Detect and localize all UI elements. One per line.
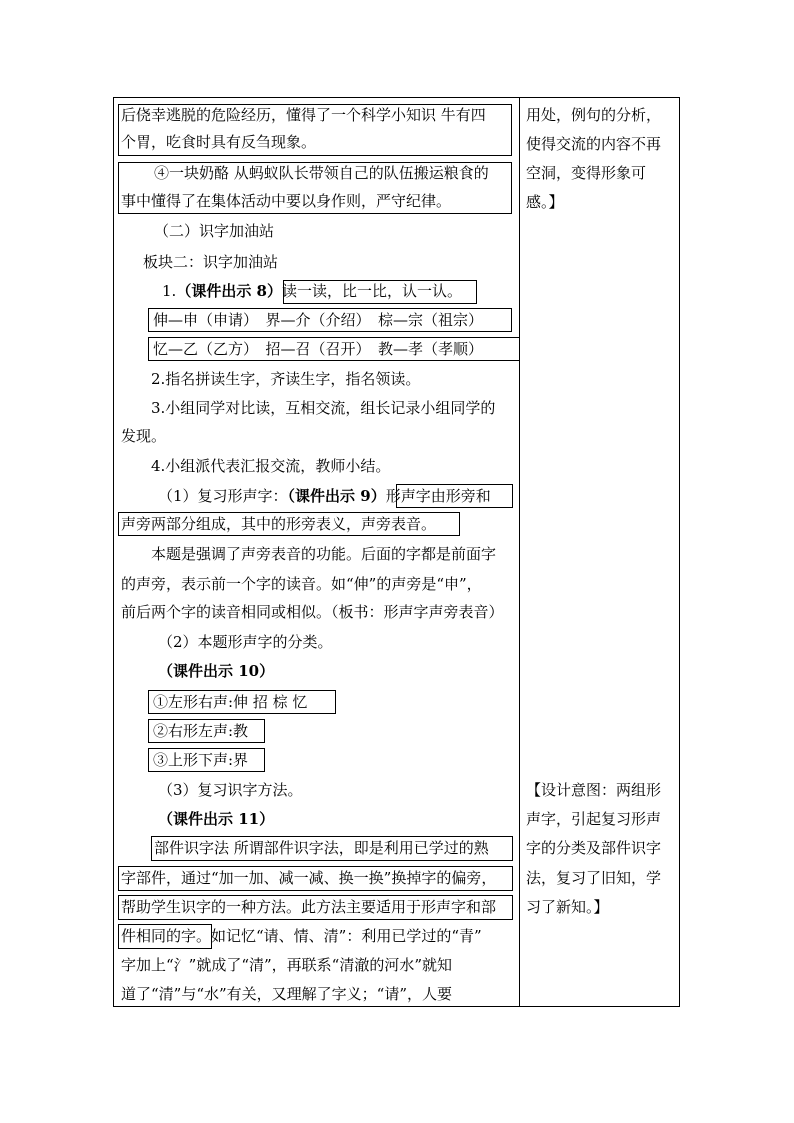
review-prefix: （1）复习形声字： [158,487,288,505]
review-box-text: 形声字由形旁和 [385,487,491,505]
side-note-line: 习了新知。】 [526,898,609,916]
text-line: 部件识字法 所谓部件识字法，即是利用已学过的熟 [154,839,489,857]
side-note-line: 【设计意图：两组形 [526,781,662,799]
courseware-label: （课件出示 9） [287,487,386,505]
step-2: 2.指名拼读生字，齐读生字，指名领读。 [151,370,421,388]
text-line: 道了“清”与“水”有关，又理解了字义；“请”，人要 [121,985,453,1003]
step-1 [162,281,462,301]
text-line [121,926,482,946]
column-divider [519,97,520,1007]
step-text: 读一读，比一比，认一认。 [281,282,462,300]
text-line: 事中懂得了在集体活动中要以身作则，严守纪律。 [121,192,452,210]
side-note-line: 声字，引起复习形声 [526,810,662,828]
step-4: 4.小组派代表汇报交流，教师小结。 [151,457,391,475]
text-line: 字部件，通过“加一加、减一减、换一换”换掉字的偏旁， [121,869,497,887]
step-3-line: 3.小组同学对比读，互相交流，组长记录小组同学的 [151,399,496,417]
step-3-line: 发现。 [121,427,167,445]
text-line: 帮助学生识字的一种方法。此方法主要适用于形声字和部 [121,898,497,916]
board-heading: 板块二：识字加油站 [143,253,279,271]
side-note-line: 用处，例句的分析， [526,106,662,124]
courseware-label: （课件出示 10） [158,662,275,680]
text-line: 本题是强调了声旁表音的功能。后面的字都是前面字 [151,545,497,563]
word-pair-row: 忆—乙（乙方） 招—召（召开） 教—孝（孝顺） [153,340,484,358]
side-note-line: 使得交流的内容不再 [526,135,662,153]
side-note-line: 空洞，变得形象可 [526,164,647,182]
text-segment: 件相同的字。 [121,927,212,945]
text-line: 个胃，吃食时具有反刍现象。 [121,133,317,151]
side-note-line: 字的分类及部件识字 [526,839,662,857]
review-3: （3）复习识字方法。 [158,781,303,799]
courseware-label: （课件出示 11） [158,810,275,828]
text-line: 后侥幸逃脱的危险经历，懂得了一个科学小知识 牛有四 [121,106,486,124]
text-line: 前后两个字的读音相同或相似。（板书：形声字声旁表音） [121,603,504,621]
side-note-line: 感。】 [526,193,564,211]
review-box-text: 声旁两部分组成，其中的形旁表义，声旁表音。 [121,515,437,533]
section-heading: （二）识字加油站 [154,222,275,240]
category-item: ①左形右声:伸 招 棕 忆 [153,693,308,711]
text-line: 的声旁，表示前一个字的读音。如“伸”的声旁是“申”， [121,575,482,593]
text-line: ④一块奶酪 从蚂蚁队长带领自己的队伍搬运粮食的 [154,164,489,182]
text-segment: 如记忆“请、情、清”：利用已学过的“青” [211,927,482,945]
review-2: （2）本题形声字的分类。 [158,633,333,651]
text-line: 字加上“氵”就成了“清”，再联系“清澈的河水”就知 [121,956,453,974]
category-item: ②右形左声:教 [153,722,249,740]
side-note-line: 法，复习了旧知，学 [526,869,662,887]
category-item: ③上形下声:界 [153,751,249,769]
review-1 [158,486,491,506]
word-pair-row: 伸—申（申请） 界—介（介绍） 棕—宗（祖宗） [153,311,484,329]
step-number: 1. [162,282,177,300]
courseware-label: （课件出示 8） [176,282,282,300]
